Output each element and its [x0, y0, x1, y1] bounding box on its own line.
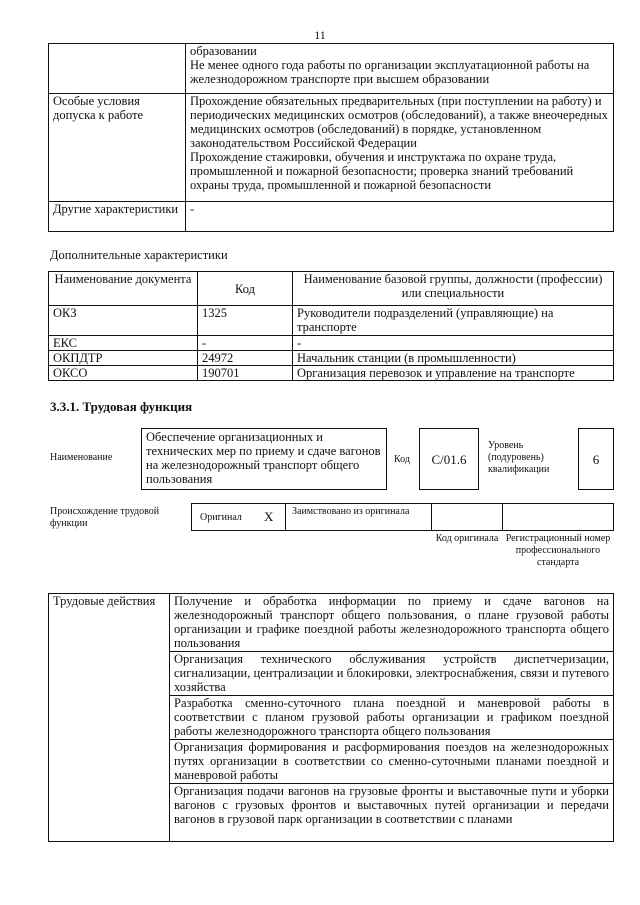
- original-box: [191, 503, 286, 531]
- additional-characteristics-table: [48, 271, 614, 381]
- table-row: [49, 366, 614, 381]
- reg-number-label: Регистрационный номер профессионального стандарта: [505, 533, 611, 568]
- level-label: Уровень (подуровень) квалификации: [488, 440, 550, 475]
- cell: -: [293, 336, 614, 351]
- table-row: [49, 306, 614, 336]
- original-mark: X: [264, 509, 274, 524]
- borrowed-box: [285, 503, 432, 531]
- table-row: [49, 336, 614, 351]
- cell: ОКЗ: [49, 306, 198, 336]
- table-row: [49, 94, 614, 202]
- action-cell: Организация подачи вагонов на грузовые фронты и выставочные пути и уборки вагонов с грузовых фронтов и выставочных путей организации и передачи вагонов в грузовой парк организации в соответствии с планами: [170, 784, 614, 842]
- action-cell: Организация формирования и расформирования поездов на железнодорожных путях организации в соответствии со сменно-суточными планами поездной и маневровой работы: [170, 740, 614, 784]
- level-box: [578, 428, 614, 490]
- qualification-requirements-table: [48, 43, 614, 232]
- cell: ОКСО: [49, 366, 198, 381]
- row-line: образовании: [190, 44, 257, 58]
- page-number: 11: [314, 28, 326, 42]
- code-box: [419, 428, 479, 490]
- table-row: [49, 594, 614, 652]
- code-label: Код: [394, 454, 410, 465]
- cell: 24972: [198, 351, 293, 366]
- cell: 190701: [198, 366, 293, 381]
- cell: ОКПДТР: [49, 351, 198, 366]
- origin-label: Происхождение трудовой функции: [50, 506, 160, 529]
- row-content: [186, 44, 614, 94]
- borrowed-label: Заимствовано из оригинала: [292, 506, 410, 517]
- row-label: [49, 44, 186, 94]
- table-row: [49, 202, 614, 232]
- row-line: Не менее одного года работы по организации эксплуатационной работы на железнодорожном транспорте при высшем образовании: [190, 58, 590, 86]
- code-original-label: Код оригинала: [435, 533, 499, 544]
- header-cell: Наименование базовой группы, должности (профессии) или специальности: [293, 272, 614, 306]
- cell: Начальник станции (в промышленности): [293, 351, 614, 366]
- level-value: 6: [592, 452, 600, 467]
- header-cell: Код: [198, 272, 293, 306]
- reg-number-box: [502, 503, 614, 531]
- name-label: Наименование: [50, 452, 113, 463]
- function-code: С/01.6: [431, 452, 467, 467]
- table-header-row: [49, 272, 614, 306]
- row-content: [186, 202, 614, 232]
- function-name: Обеспечение организационных и технических мер по приему и сдаче вагонов на железнодорожный транспорт общего пользования: [146, 430, 381, 486]
- row-content: [186, 94, 614, 202]
- action-cell: Разработка сменно-суточного плана поездной и маневровой работы в соответствии с планом грузовой работы организации и графиком поездной работы железнодорожного транспорта общего пользования: [170, 696, 614, 740]
- code-original-box: [431, 503, 503, 531]
- cell: ЕКС: [49, 336, 198, 351]
- original-label: Оригинал: [200, 512, 242, 523]
- row-label: Особые условия допуска к работе: [49, 94, 186, 202]
- category-cell: Трудовые действия: [49, 594, 170, 842]
- labor-actions-table: [48, 593, 614, 842]
- row-line: -: [190, 202, 195, 216]
- cell: 1325: [198, 306, 293, 336]
- row-line: Прохождение обязательных предварительных (при поступлении на работу) и периодических медицинских осмотров (обследований), а также внеочередных медицинских осмотров (обследований) в порядке, установленном законодательством Российской Федерации: [190, 94, 608, 150]
- table-row: [49, 351, 614, 366]
- section-title: 3.3.1. Трудовая функция: [50, 399, 193, 414]
- row-line: Прохождение стажировки, обучения и инструктажа по охране труда, промышленной и пожарной безопасности; проверка знаний требований охраны труда, промышленной и пожарной безопасности: [190, 150, 574, 192]
- action-cell: Организация технического обслуживания устройств диспетчеризации, сигнализации, централизации и блокировки, электроснабжения, связи и путевого хозяйства: [170, 652, 614, 696]
- header-cell: Наименование документа: [49, 272, 198, 306]
- action-cell: Получение и обработка информации по приему и сдаче вагонов на железнодорожный транспорт общего пользования, о плане грузовой работы организации и графике поездной работы железнодорожного транспорта общего пользования: [170, 594, 614, 652]
- cell: Руководители подразделений (управляющие) на транспорте: [293, 306, 614, 336]
- function-name-box: [141, 428, 387, 490]
- additional-heading: Дополнительные характеристики: [50, 248, 228, 262]
- cell: Организация перевозок и управление на транспорте: [293, 366, 614, 381]
- table-row: [49, 44, 614, 94]
- row-label: Другие характеристики: [49, 202, 186, 232]
- cell: -: [198, 336, 293, 351]
